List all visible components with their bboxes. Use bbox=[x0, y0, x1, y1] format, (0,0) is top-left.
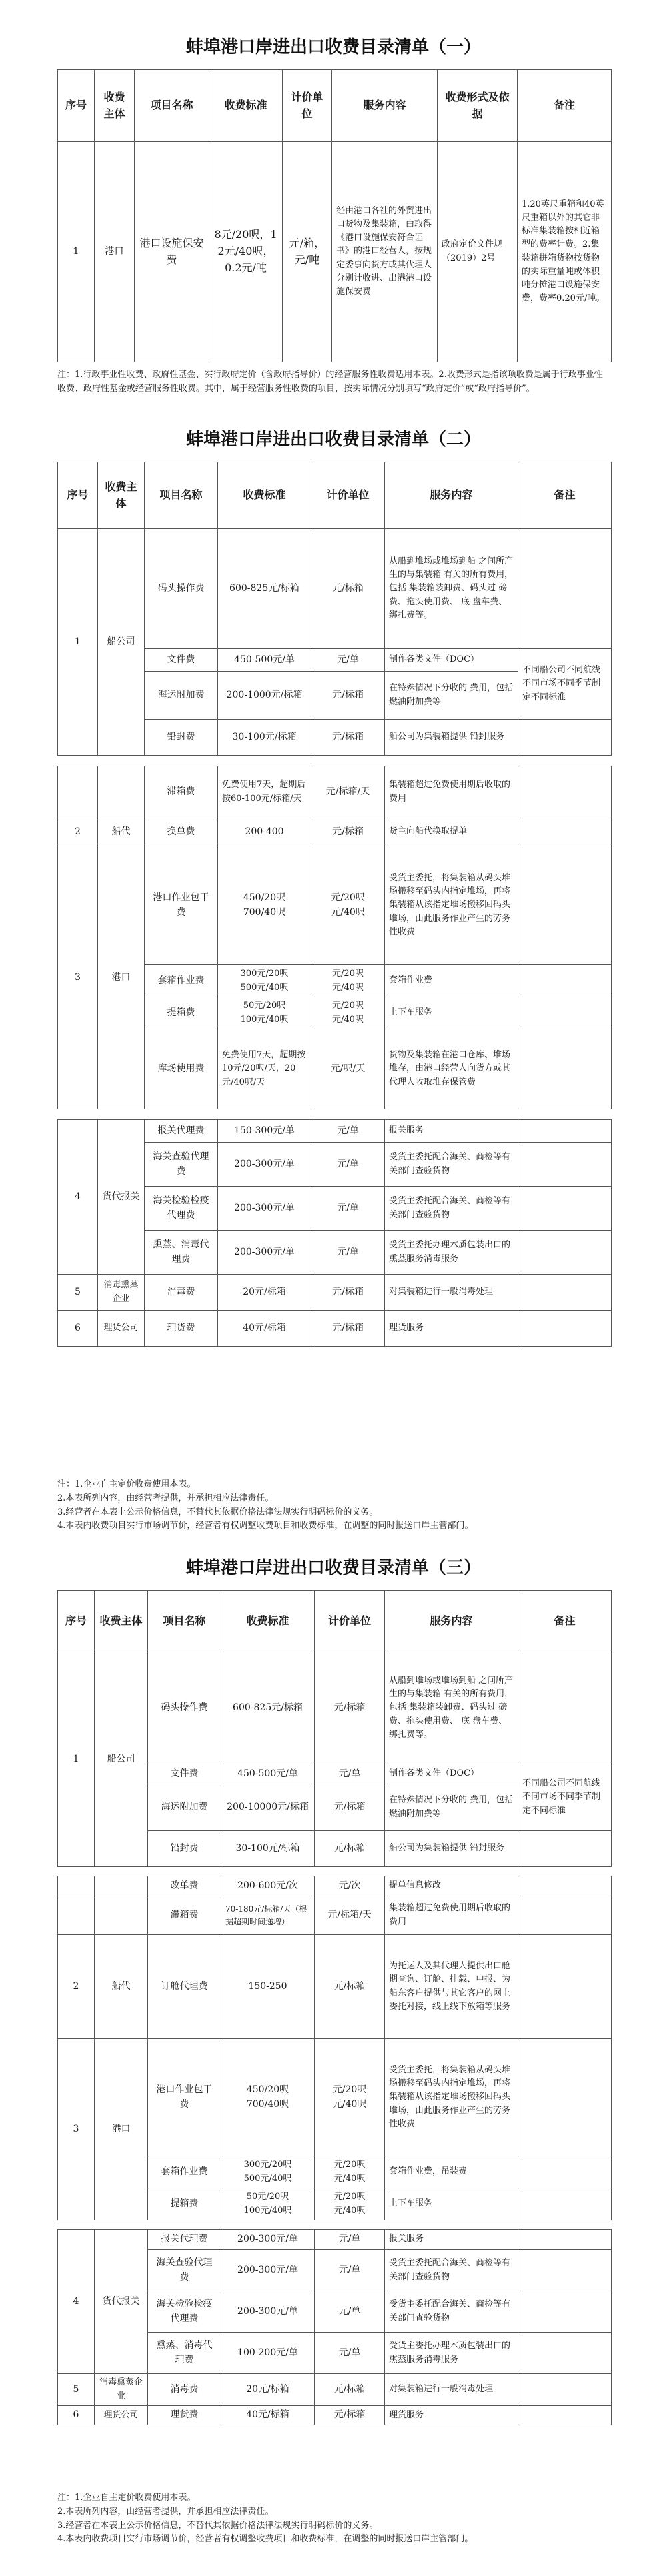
col-header: 项目名称 bbox=[148, 1591, 221, 1652]
col-header: 项目名称 bbox=[135, 70, 209, 142]
cell-standard: 100-200元/单 bbox=[221, 2333, 315, 2374]
cell-content: 受货主委托配合海关、商检等有关部门查验货物 bbox=[385, 2250, 518, 2291]
cell-no: 3 bbox=[58, 2039, 95, 2220]
cell-content: 受货主委托配合海关、商检等有关部门查验货物 bbox=[385, 1143, 518, 1187]
table-row bbox=[58, 766, 612, 818]
cell-subject bbox=[98, 766, 145, 818]
cell-unit: 元/次 bbox=[315, 1876, 385, 1896]
cell-standard: 50元/20呎 100元/40呎 bbox=[221, 2188, 315, 2220]
table-row bbox=[58, 142, 612, 362]
cell-subject: 货代报关 bbox=[98, 1120, 145, 1275]
cell-no bbox=[58, 766, 98, 818]
cell-remark bbox=[518, 766, 612, 818]
cell-content: 受货主委托办理木质包装出口的熏蒸服务消毒服务 bbox=[385, 2333, 518, 2374]
cell-item: 报关代理费 bbox=[145, 1120, 218, 1143]
cell-remark bbox=[518, 1120, 612, 1143]
cell-content: 报关服务 bbox=[385, 1120, 518, 1143]
cell-remark bbox=[518, 2156, 612, 2188]
cell-subject: 港口 bbox=[95, 142, 135, 362]
cell-remark bbox=[518, 1896, 612, 1935]
cell-standard: 600-825元/标箱 bbox=[218, 529, 311, 649]
cell-remark bbox=[518, 2406, 612, 2425]
cell-unit: 元/20呎 元/40呎 bbox=[311, 965, 385, 997]
cell-content: 受货主委托配合海关、商检等有关部门查验货物 bbox=[385, 2291, 518, 2333]
table-row bbox=[58, 1876, 612, 1896]
cell-item: 套箱作业费 bbox=[148, 2156, 221, 2188]
cell-content: 理货服务 bbox=[385, 2406, 518, 2425]
cell-unit: 元/标箱 bbox=[311, 720, 385, 756]
cell-unit: 元/单 bbox=[311, 649, 385, 672]
cell-standard: 450/20呎 700/40呎 bbox=[218, 846, 311, 965]
col-header: 收费主体 bbox=[98, 462, 145, 529]
cell-remark bbox=[518, 2333, 612, 2374]
cell-content: 从船到堆场或堆场到船 之间所产生的与集装箱 有关的所有费用，包括 集装箱装卸费、码头过 磅费、拖头使用费、 底 盘车费、绑扎费等。 bbox=[385, 529, 518, 649]
cell-no: 2 bbox=[58, 1935, 95, 2039]
cell-standard: 150-300元/单 bbox=[218, 1120, 311, 1143]
cell-standard: 20元/标箱 bbox=[218, 1275, 311, 1311]
cell-subject bbox=[95, 1876, 148, 1896]
cell-unit: 元/标箱 bbox=[315, 2406, 385, 2425]
cell-item: 海关查验代理费 bbox=[145, 1143, 218, 1187]
cell-standard: 450-500元/单 bbox=[218, 649, 311, 672]
cell-unit: 元/20呎 元/40呎 bbox=[315, 2039, 385, 2156]
cell-content: 受货主委托配合海关、商检等有关部门查验货物 bbox=[385, 1187, 518, 1231]
cell-standard: 40元/标箱 bbox=[218, 1311, 311, 1347]
cell-standard: 8元/20呎，12元/40呎，0.2元/吨 bbox=[209, 142, 283, 362]
col-header: 备注 bbox=[518, 1591, 612, 1652]
cell-content: 受货主委托，将集装箱从码头堆场搬移至码头内指定堆场，再将集装箱从该指定堆场搬移回码头堆场，由此服务作业产生的劳务性收费 bbox=[385, 846, 518, 965]
cell-subject: 港口 bbox=[98, 846, 145, 1109]
cell-item: 铅封费 bbox=[148, 1831, 221, 1867]
cell-content: 套箱作业费 bbox=[385, 965, 518, 997]
cell-unit: 元/标箱 bbox=[311, 1311, 385, 1347]
cell-content: 在特殊情况下分收的 费用，包括燃油附加费等 bbox=[385, 1784, 518, 1831]
cell-content: 船公司为集装箱提供 铅封服务 bbox=[385, 720, 518, 756]
cell-no bbox=[58, 1876, 95, 1896]
cell-item: 套箱作业费 bbox=[145, 965, 218, 997]
cell-standard: 免费使用7天，超期按10元/20呎/天，20元/40呎/天 bbox=[218, 1029, 311, 1109]
table-row bbox=[58, 1275, 612, 1311]
cell-content: 上下车服务 bbox=[385, 2188, 518, 2220]
col-header: 收费形式及依据 bbox=[438, 70, 518, 142]
note-line: 注：1.企业自主定价收费使用本表。 bbox=[57, 2493, 196, 2503]
cell-item: 熏蒸、消毒代理费 bbox=[148, 2333, 221, 2374]
cell-no: 1 bbox=[58, 1652, 95, 1867]
cell-unit: 元/单 bbox=[315, 2333, 385, 2374]
cell-standard: 200-10000元/标箱 bbox=[221, 1784, 315, 1831]
table3-notes bbox=[57, 2491, 611, 2547]
cell-item: 码头操作费 bbox=[148, 1652, 221, 1764]
cell-item: 理货费 bbox=[145, 1311, 218, 1347]
col-header: 服务内容 bbox=[332, 70, 438, 142]
cell-unit: 元/标箱 bbox=[315, 2374, 385, 2406]
cell-remark bbox=[518, 965, 612, 997]
cell-remark: 不同船公司不同航线不同市场不同季节制定不同标准 bbox=[518, 649, 612, 720]
cell-content: 对集装箱进行一般消毒处理 bbox=[385, 2374, 518, 2406]
table3-header-row bbox=[58, 1591, 612, 1652]
cell-remark bbox=[518, 846, 612, 965]
cell-subject: 船公司 bbox=[95, 1652, 148, 1867]
table-row bbox=[58, 846, 612, 965]
cell-standard: 20元/标箱 bbox=[221, 2374, 315, 2406]
cell-subject: 船公司 bbox=[98, 529, 145, 756]
cell-remark bbox=[518, 1652, 612, 1764]
cell-item: 文件费 bbox=[145, 649, 218, 672]
table-row bbox=[58, 2406, 612, 2425]
cell-item: 海运附加费 bbox=[148, 1784, 221, 1831]
col-header: 序号 bbox=[58, 462, 98, 529]
cell-remark bbox=[518, 1231, 612, 1275]
table-gap bbox=[58, 1109, 612, 1120]
col-header: 收费标准 bbox=[209, 70, 283, 142]
table-row bbox=[58, 2374, 612, 2406]
cell-standard: 200-300元/单 bbox=[221, 2250, 315, 2291]
cell-unit: 元/箱，元/吨 bbox=[283, 142, 332, 362]
cell-remark bbox=[518, 2039, 612, 2156]
cell-item: 港口作业包干费 bbox=[148, 2039, 221, 2156]
cell-standard: 200-300元/单 bbox=[218, 1143, 311, 1187]
cell-unit: 元/标箱 bbox=[315, 1831, 385, 1867]
note-line: 4.本表内收费项目实行市场调节价，经营者有权调整收费项目和收费标准，在调整的同时报送口岸主管部门。 bbox=[57, 1521, 474, 1531]
cell-unit: 元/标箱/天 bbox=[311, 766, 385, 818]
cell-remark bbox=[518, 1187, 612, 1231]
cell-no: 6 bbox=[58, 2406, 95, 2425]
cell-standard: 200-300元/单 bbox=[221, 2291, 315, 2333]
cell-item: 海运附加费 bbox=[145, 672, 218, 720]
col-header: 备注 bbox=[518, 462, 612, 529]
cell-standard: 50元/20呎 100元/40呎 bbox=[218, 997, 311, 1029]
table-row bbox=[58, 1311, 612, 1347]
cell-item: 海关检验检疫代理费 bbox=[145, 1187, 218, 1231]
note-line: 3.经营者在本表上公示价格信息，不替代其依据价格法律法规实行明码标价的义务。 bbox=[57, 2520, 378, 2531]
cell-subject: 消毒熏蒸企业 bbox=[98, 1275, 145, 1311]
cell-content: 理货服务 bbox=[385, 1311, 518, 1347]
table-row bbox=[58, 818, 612, 846]
cell-unit: 元/20呎 元/40呎 bbox=[311, 997, 385, 1029]
cell-unit: 元/标箱/天 bbox=[315, 1896, 385, 1935]
col-header: 服务内容 bbox=[385, 1591, 518, 1652]
note-line: 4.本表内收费项目实行市场调节价，经营者有权调整收费项目和收费标准，在调整的同时报送口岸主管部门。 bbox=[57, 2534, 474, 2545]
cell-unit: 元/单 bbox=[311, 1231, 385, 1275]
cell-item: 港口作业包干费 bbox=[145, 846, 218, 965]
cell-unit: 元/标箱 bbox=[315, 1652, 385, 1764]
cell-content: 上下车服务 bbox=[385, 997, 518, 1029]
cell-item: 报关代理费 bbox=[148, 2230, 221, 2250]
cell-unit: 元/标箱 bbox=[311, 672, 385, 720]
cell-unit: 元/单 bbox=[315, 2250, 385, 2291]
cell-no: 1 bbox=[58, 529, 98, 756]
table-row bbox=[58, 2039, 612, 2156]
table2-header-row bbox=[58, 462, 612, 529]
table-gap bbox=[58, 1867, 612, 1876]
cell-remark bbox=[518, 529, 612, 649]
cell-content: 提单信息修改 bbox=[385, 1876, 518, 1896]
col-header: 备注 bbox=[518, 70, 612, 142]
table-gap bbox=[58, 2220, 612, 2230]
cell-standard: 200-400 bbox=[218, 818, 311, 846]
cell-standard: 30-100元/标箱 bbox=[218, 720, 311, 756]
cell-unit: 元/单 bbox=[315, 2291, 385, 2333]
cell-item: 提箱费 bbox=[148, 2188, 221, 2220]
cell-unit: 元/单 bbox=[311, 1143, 385, 1187]
cell-standard: 200-600元/次 bbox=[221, 1876, 315, 1896]
table-gap bbox=[58, 756, 612, 766]
table1-title: 蚌埠港口岸进出口收费目录清单（一） bbox=[185, 37, 481, 57]
cell-unit: 元/标箱 bbox=[311, 818, 385, 846]
table2-title: 蚌埠港口岸进出口收费目录清单（二） bbox=[185, 430, 481, 450]
cell-remark bbox=[518, 1831, 612, 1867]
col-header: 序号 bbox=[58, 1591, 95, 1652]
cell-content: 集装箱超过免费使用期后收取的费用 bbox=[385, 1896, 518, 1935]
cell-remark bbox=[518, 1029, 612, 1109]
cell-item: 文件费 bbox=[148, 1764, 221, 1784]
cell-content: 船公司为集装箱提供 铅封服务 bbox=[385, 1831, 518, 1867]
table1-header-row bbox=[58, 70, 612, 142]
cell-subject: 理货公司 bbox=[95, 2406, 148, 2425]
cell-standard: 150-250 bbox=[221, 1935, 315, 2039]
table-row bbox=[58, 529, 612, 649]
cell-unit: 元/标箱 bbox=[311, 1275, 385, 1311]
cell-standard: 300元/20呎 500元/40呎 bbox=[221, 2156, 315, 2188]
cell-item: 滞箱费 bbox=[145, 766, 218, 818]
note-line: 2.本表所列内容，由经营者提供，并承担相应法律责任。 bbox=[57, 2506, 274, 2517]
cell-no: 1 bbox=[58, 142, 95, 362]
cell-content: 制作各类文件（DOC） bbox=[385, 1764, 518, 1784]
cell-unit: 元/标箱 bbox=[315, 1935, 385, 2039]
note-line: 3.经营者在本表上公示价格信息，不替代其依据价格法律法规实行明码标价的义务。 bbox=[57, 1507, 378, 1517]
cell-content: 货主向船代换取提单 bbox=[385, 818, 518, 846]
fee-table-3 bbox=[57, 1590, 612, 2425]
cell-no: 5 bbox=[58, 2374, 95, 2406]
cell-subject: 港口 bbox=[95, 2039, 148, 2220]
cell-no: 6 bbox=[58, 1311, 98, 1347]
cell-item: 海关查验代理费 bbox=[148, 2250, 221, 2291]
col-header: 计价单位 bbox=[315, 1591, 385, 1652]
cell-content: 在特殊情况下分收的 费用，包括燃油附加费等 bbox=[385, 672, 518, 720]
cell-unit: 元/20呎 元/40呎 bbox=[315, 2156, 385, 2188]
cell-unit: 元/标箱 bbox=[311, 529, 385, 649]
cell-remark bbox=[518, 2250, 612, 2291]
cell-content: 受货主委托办理木质包装出口的熏蒸服务消毒服务 bbox=[385, 1231, 518, 1275]
cell-no: 4 bbox=[58, 2230, 95, 2374]
cell-remark bbox=[518, 1275, 612, 1311]
col-header: 计价单位 bbox=[311, 462, 385, 529]
cell-item: 消毒费 bbox=[148, 2374, 221, 2406]
cell-content: 套箱作业费，吊装费 bbox=[385, 2156, 518, 2188]
table-row bbox=[58, 1935, 612, 2039]
cell-standard: 免费使用7天，超期后按60-100元/标箱/天 bbox=[218, 766, 311, 818]
cell-item: 滞箱费 bbox=[148, 1896, 221, 1935]
cell-unit: 元/标箱 bbox=[315, 1784, 385, 1831]
cell-no: 4 bbox=[58, 1120, 98, 1275]
cell-unit: 元/呎/天 bbox=[311, 1029, 385, 1109]
cell-item: 改单费 bbox=[148, 1876, 221, 1896]
cell-subject: 理货公司 bbox=[98, 1311, 145, 1347]
cell-no: 5 bbox=[58, 1275, 98, 1311]
cell-remark bbox=[518, 1311, 612, 1347]
cell-content: 制作各类文件（DOC） bbox=[385, 649, 518, 672]
cell-item: 库场使用费 bbox=[145, 1029, 218, 1109]
cell-remark bbox=[518, 997, 612, 1029]
cell-content: 对集装箱进行一般消毒处理 bbox=[385, 1275, 518, 1311]
cell-unit: 元/单 bbox=[311, 1187, 385, 1231]
cell-unit: 元/单 bbox=[315, 2230, 385, 2250]
cell-standard: 300元/20呎 500元/40呎 bbox=[218, 965, 311, 997]
note-line: 2.本表所列内容，由经营者提供，并承担相应法律责任。 bbox=[57, 1493, 274, 1503]
fee-table-2 bbox=[57, 462, 612, 1347]
cell-remark bbox=[518, 2188, 612, 2220]
table3-title: 蚌埠港口岸进出口收费目录清单（三） bbox=[185, 1558, 481, 1578]
cell-subject bbox=[95, 1896, 148, 1935]
cell-item: 海关检验检疫代理费 bbox=[148, 2291, 221, 2333]
cell-basis: 政府定价文件规（2019）2号 bbox=[438, 142, 518, 362]
cell-content: 货物及集装箱在港口仓库、堆场堆存，由港口经营人向货方或其代理人收取堆存保管费 bbox=[385, 1029, 518, 1109]
cell-item: 铅封费 bbox=[145, 720, 218, 756]
cell-remark bbox=[518, 2230, 612, 2250]
note-line: 注：1.企业自主定价收费使用本表。 bbox=[57, 1479, 196, 1489]
cell-remark: 不同船公司不同航线不同市场不同季节制定不同标准 bbox=[518, 1764, 612, 1831]
cell-remark bbox=[518, 818, 612, 846]
cell-standard: 200-300元/单 bbox=[218, 1231, 311, 1275]
cell-no: 3 bbox=[58, 846, 98, 1109]
cell-content: 受货主委托，将集装箱从码头堆场搬移至码头内指定堆场，再将集装箱从该指定堆场搬移回码头堆场，由此服务作业产生的劳务性收费 bbox=[385, 2039, 518, 2156]
cell-remark bbox=[518, 2291, 612, 2333]
cell-content: 经由港口各社的外贸进出口货物及集装箱，由取得《港口设施保安符合证书》的港口经营人，按规定委事向货方或其代理人分别计收进、出港港口设施保安费 bbox=[332, 142, 438, 362]
cell-standard: 70-180元/标箱/天（根据超期时间递增） bbox=[221, 1896, 315, 1935]
table2-notes bbox=[57, 1478, 611, 1533]
cell-unit: 元/单 bbox=[315, 1764, 385, 1784]
cell-remark: 1.20英尺重箱和40英尺重箱以外的其它非标准集装箱按相近箱型的费率计费。2.集装箱拼箱货物按货物的实际重量吨或体积吨分摊港口设施保安费，费率0.20元/吨。 bbox=[518, 142, 612, 362]
table1-note: 注：1.行政事业性收费、政府性基金、实行政府定价（含政府指导价）的经营服务性收费适用本表。2.收费形式是指该项收费是属于行政事业性收费、政府性基金或经营服务性收费。其中，属于经营服务性收费的项目，按实际情况分别填写“政府定价”或“政府指导价”。 bbox=[57, 370, 603, 394]
cell-standard: 200-300元/单 bbox=[218, 1187, 311, 1231]
cell-item: 熏蒸、消毒代理费 bbox=[145, 1231, 218, 1275]
col-header: 项目名称 bbox=[145, 462, 218, 529]
cell-item: 港口设施保安费 bbox=[135, 142, 209, 362]
cell-subject: 船代 bbox=[98, 818, 145, 846]
cell-content: 集装箱超过免费使用期后收取的费用 bbox=[385, 766, 518, 818]
fee-table-1 bbox=[57, 69, 612, 362]
cell-content: 为托运人及其代理人提供出口舱期查询、订舱、排载、申报、为船东客户提供与其它客户的网上委托对接，线上线下放箱等服务 bbox=[385, 1935, 518, 2039]
cell-standard: 200-1000元/标箱 bbox=[218, 672, 311, 720]
cell-remark bbox=[518, 1143, 612, 1187]
col-header: 计价单位 bbox=[283, 70, 332, 142]
cell-item: 消毒费 bbox=[145, 1275, 218, 1311]
cell-subject: 消毒熏蒸企业 bbox=[95, 2374, 148, 2406]
col-header: 收费标准 bbox=[221, 1591, 315, 1652]
cell-item: 换单费 bbox=[145, 818, 218, 846]
cell-standard: 40元/标箱 bbox=[221, 2406, 315, 2425]
cell-item: 码头操作费 bbox=[145, 529, 218, 649]
cell-standard: 30-100元/标箱 bbox=[221, 1831, 315, 1867]
cell-subject: 船代 bbox=[95, 1935, 148, 2039]
cell-unit: 元/20呎 元/40呎 bbox=[315, 2188, 385, 2220]
col-header: 收费主体 bbox=[95, 70, 135, 142]
cell-subject: 货代报关 bbox=[95, 2230, 148, 2374]
table-row bbox=[58, 1120, 612, 1143]
cell-standard: 200-300元/单 bbox=[221, 2230, 315, 2250]
cell-unit: 元/单 bbox=[311, 1120, 385, 1143]
cell-remark bbox=[518, 2374, 612, 2406]
col-header: 序号 bbox=[58, 70, 95, 142]
col-header: 服务内容 bbox=[385, 462, 518, 529]
cell-remark bbox=[518, 1935, 612, 2039]
cell-content: 从船到堆场或堆场到船 之间所产生的与集装箱 有关的所有费用，包括 集装箱装卸费、码头过 磅费、拖头使用费、 底 盘车费、绑扎费等。 bbox=[385, 1652, 518, 1764]
cell-item: 理货费 bbox=[148, 2406, 221, 2425]
cell-unit: 元/20呎 元/40呎 bbox=[311, 846, 385, 965]
col-header: 收费主体 bbox=[95, 1591, 148, 1652]
cell-remark bbox=[518, 1876, 612, 1896]
col-header: 收费标准 bbox=[218, 462, 311, 529]
cell-item: 订舱代理费 bbox=[148, 1935, 221, 2039]
table-row bbox=[58, 2230, 612, 2250]
table-row bbox=[58, 1652, 612, 1764]
cell-remark bbox=[518, 720, 612, 756]
cell-no: 2 bbox=[58, 818, 98, 846]
cell-no bbox=[58, 1896, 95, 1935]
cell-standard: 450/20呎 700/40呎 bbox=[221, 2039, 315, 2156]
cell-content: 报关服务 bbox=[385, 2230, 518, 2250]
cell-standard: 450-500元/单 bbox=[221, 1764, 315, 1784]
cell-standard: 600-825元/标箱 bbox=[221, 1652, 315, 1764]
table-row bbox=[58, 1896, 612, 1935]
cell-item: 提箱费 bbox=[145, 997, 218, 1029]
